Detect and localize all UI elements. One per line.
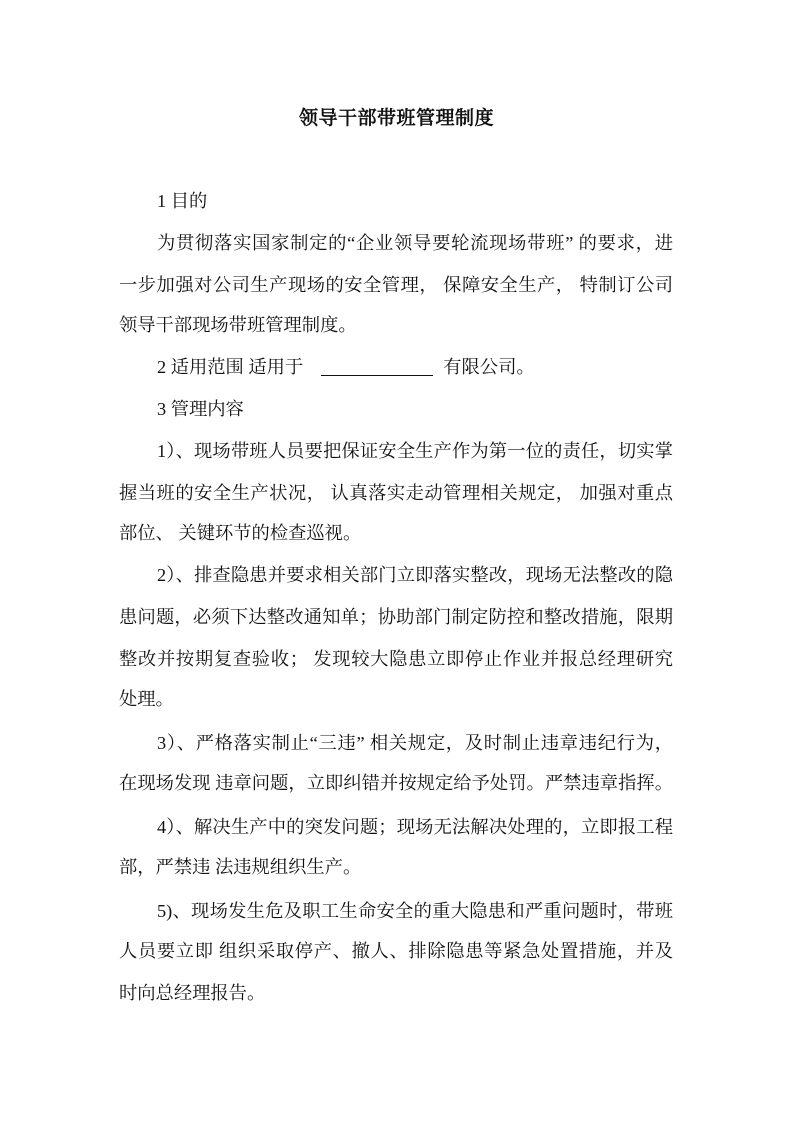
item-4-line: 部，严禁违 法违规组织生产。: [119, 857, 362, 877]
item-1-line: 握当班的安全生产状况， 认真落实走动管理相关规定， 加强对重点: [119, 483, 673, 503]
item-3-line: 3）、严格落实制止“三违” 相关规定，及时制止违章违纪行为，: [157, 733, 673, 753]
document-title: 领导干部带班管理制度: [298, 108, 494, 129]
company-name-blank: [321, 357, 433, 376]
section-2-scope: [157, 354, 673, 380]
item-5-line: 时向总经理报告。: [119, 983, 266, 1003]
item-3-line: 在现场发现 违章问题，立即纠错并按规定给予处罚。严禁违章指挥。: [119, 773, 673, 793]
item-2-line: 处理。: [119, 689, 174, 709]
item-2-line: 2）、排查隐患并要求相关部门立即落实整改，现场无法整改的隐: [157, 565, 673, 585]
item-5-line: 人员要立即 组织采取停产、撤人、排除隐患等紧急处置措施，并及: [119, 941, 673, 961]
item-5-line: 5)、现场发生危及职工生命安全的重大隐患和严重问题时，带班: [157, 901, 673, 921]
item-2-line: 整改并按期复查验收； 发现较大隐患立即停止作业并报总经理研究: [119, 649, 673, 669]
item-2-line: 患问题，必须下达整改通知单；协助部门制定防控和整改措施，限期: [119, 607, 673, 627]
section-1-heading: 1 目的: [157, 191, 208, 211]
item-4-line: 4）、解决生产中的突发问题；现场无法解决处理的，立即报工程: [157, 817, 673, 837]
paragraph-line: 一步加强对公司生产现场的安全管理， 保障安全生产， 特制订公司: [119, 275, 673, 295]
paragraph-line: 领导干部现场带班管理制度。: [119, 315, 357, 335]
scope-suffix: 有限公司。: [443, 357, 535, 377]
scope-prefix: 2 适用范围 适用于: [157, 357, 304, 377]
paragraph-line: 为贯彻落实国家制定的“企业领导要轮流现场带班” 的要求，进: [157, 233, 673, 253]
item-1-line: 1）、现场带班人员要把保证安全生产作为第一位的责任，切实掌: [157, 441, 673, 461]
section-3-heading: 3 管理内容: [157, 399, 244, 419]
item-1-line: 部位、 关键环节的检查巡视。: [119, 523, 362, 543]
